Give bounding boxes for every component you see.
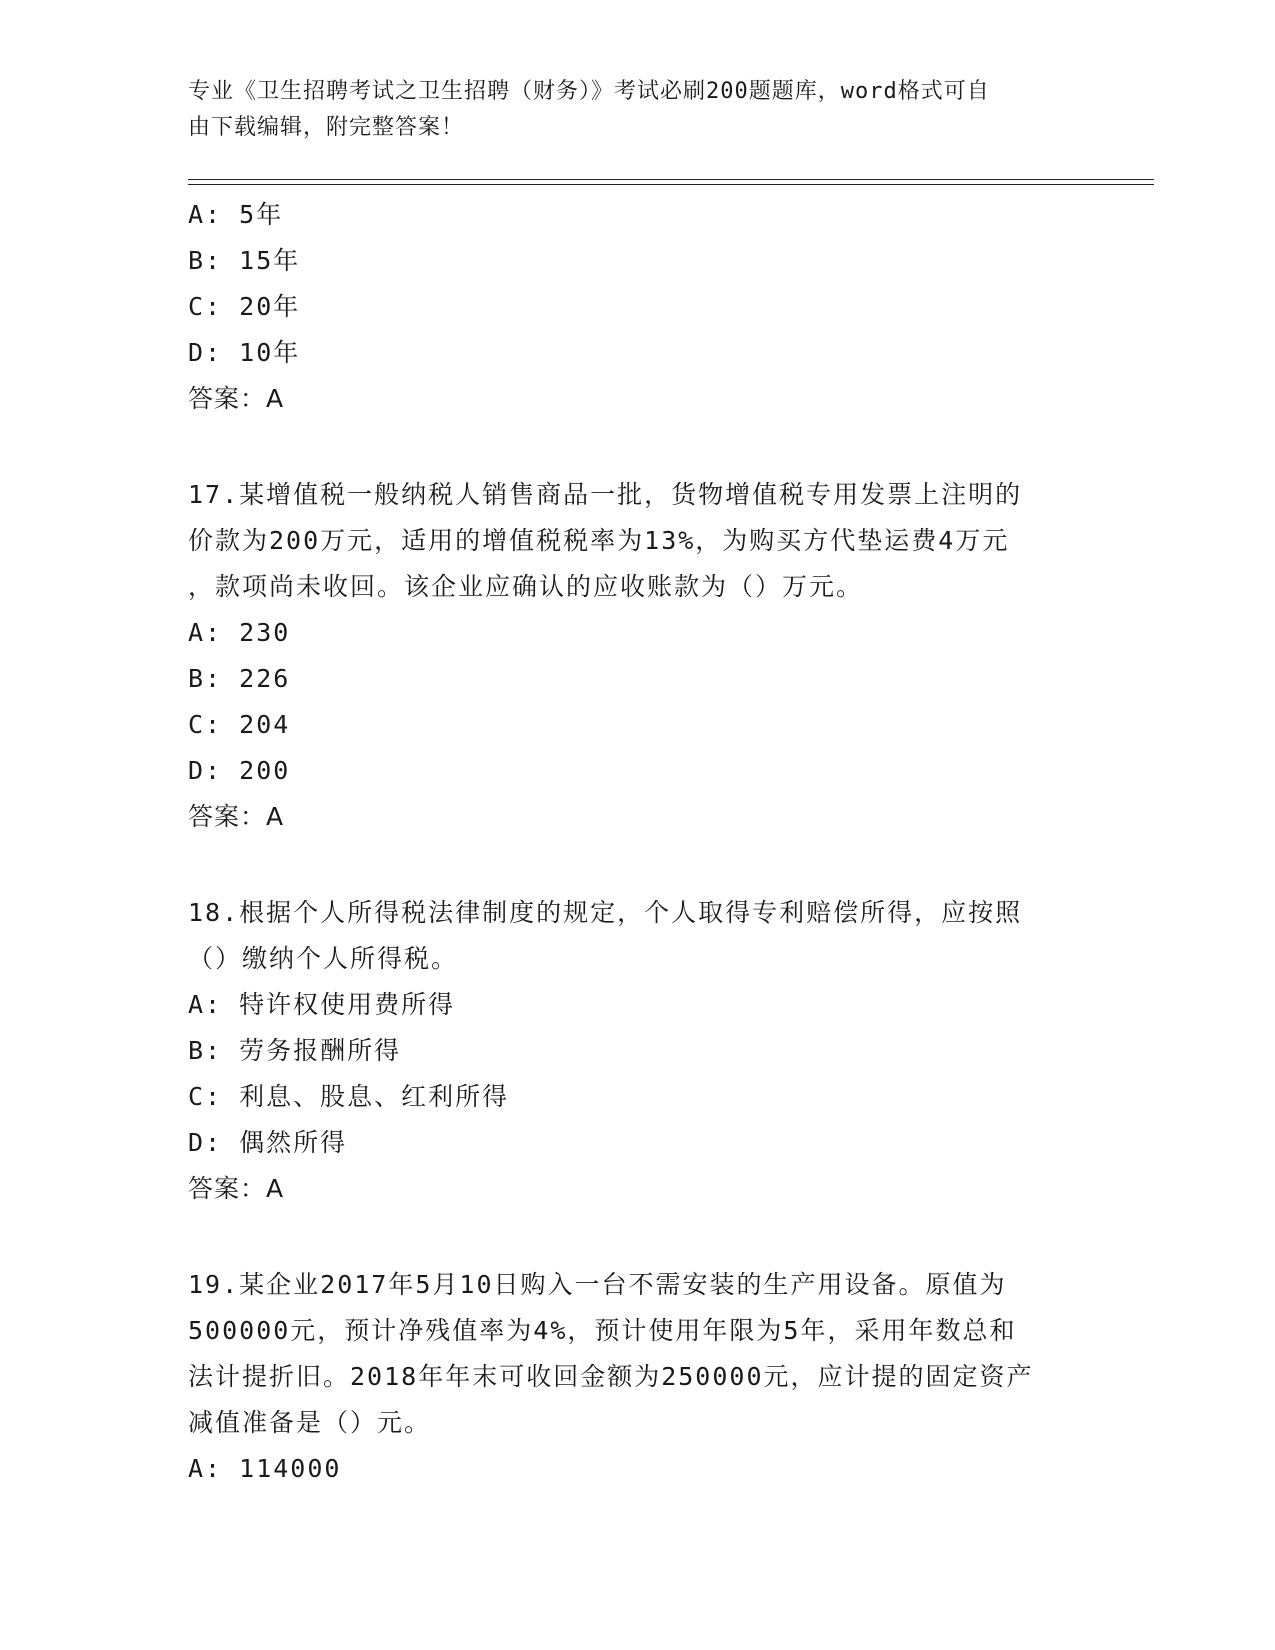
document-header [188,74,1068,146]
header-line-1: 专业《卫生招聘考试之卫生招聘（财务）》考试必刷200题题库，word格式可自 [188,79,990,104]
option-b: B: 226 [188,664,291,693]
answer-line: 答案：A [188,802,285,831]
question-text-line: 19.某企业2017年5月10日购入一台不需安装的生产用设备。原值为 [188,1270,1007,1299]
question-16-tail [188,192,1088,422]
question-text-line: 法计提折旧。2018年年末可收回金额为250000元，应计提的固定资产 [188,1362,1034,1391]
answer-line: 答案：A [188,384,285,413]
question-text-line: ，款项尚未收回。该企业应确认的应收账款为（）万元。 [188,572,864,601]
option-d: D: 200 [188,756,291,785]
option-c: C: 利息、股息、红利所得 [188,1082,510,1111]
answer-line: 答案：A [188,1174,285,1203]
question-18 [188,890,1088,1212]
question-text-line: 18.根据个人所得税法律制度的规定，个人取得专利赔偿所得，应按照 [188,898,1023,927]
question-list [188,192,1088,1492]
option-a: A: 特许权使用费所得 [188,990,456,1019]
question-17 [188,472,1088,840]
option-a: A: 5年 [188,200,284,229]
question-19 [188,1262,1088,1492]
option-b: B: 劳务报酬所得 [188,1036,402,1065]
question-text-line: （）缴纳个人所得税。 [188,944,459,973]
option-a: A: 114000 [188,1454,342,1483]
header-divider-bottom [188,184,1154,185]
question-text-line: 17.某增值税一般纳税人销售商品一批，货物增值税专用发票上注明的 [188,480,1023,509]
option-b: B: 15年 [188,246,301,275]
option-d: D: 10年 [188,338,301,367]
question-text-line: 价款为200万元，适用的增值税税率为13%，为购买方代垫运费4万元 [188,526,1010,555]
option-c: C: 20年 [188,292,301,321]
header-line-2: 由下载编辑，附完整答案！ [188,115,465,140]
header-divider-top [188,179,1154,180]
option-a: A: 230 [188,618,291,647]
option-d: D: 偶然所得 [188,1128,348,1157]
question-text-line: 500000元，预计净残值率为4%，预计使用年限为5年，采用年数总和 [188,1316,1017,1345]
option-c: C: 204 [188,710,291,739]
question-text-line: 减值准备是（）元。 [188,1408,432,1437]
